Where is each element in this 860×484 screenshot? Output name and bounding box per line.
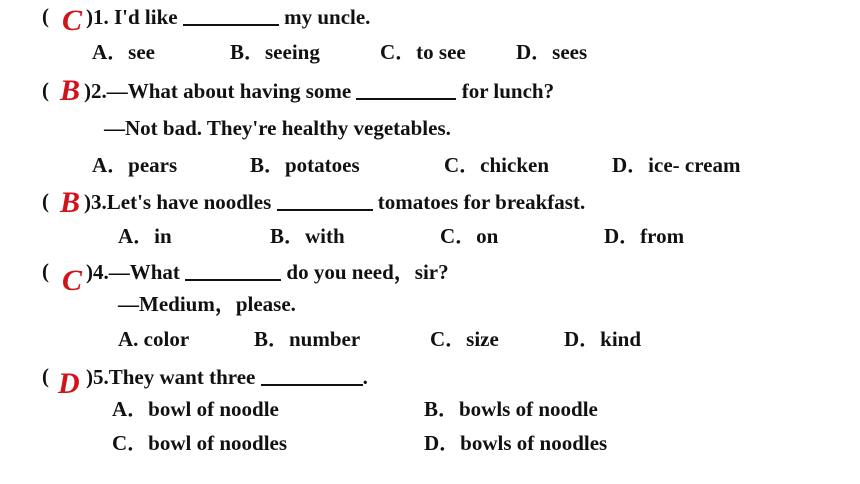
question-4-stem — [86, 259, 449, 284]
question-4-option-a[interactable]: A. color — [118, 327, 190, 351]
open-paren: ( — [42, 78, 49, 102]
question-2-response: —Not bad. They're healthy vegetables. — [104, 116, 451, 140]
question-1-option-c[interactable]: C．to see — [380, 40, 466, 64]
question-1-text-after: my uncle. — [284, 5, 371, 29]
question-3-text-before: )3.Let's have noodles — [84, 190, 272, 214]
question-5-blank[interactable] — [261, 364, 363, 386]
question-2-option-d[interactable]: D．ice- cream — [612, 153, 741, 177]
answer-4: C — [62, 264, 83, 297]
question-2-option-b[interactable]: B．potatoes — [250, 153, 360, 177]
answer-3: B — [60, 186, 81, 219]
question-4-option-c[interactable]: C．size — [430, 327, 499, 351]
answer-5: D — [58, 367, 80, 400]
question-3-blank[interactable] — [277, 189, 373, 211]
question-2-blank[interactable] — [356, 78, 456, 100]
question-5-stem — [86, 364, 368, 389]
question-3-option-c[interactable]: C．on — [440, 224, 499, 248]
question-2-option-c[interactable]: C．chicken — [444, 153, 549, 177]
question-5-option-c[interactable]: C．bowl of noodles — [112, 431, 288, 455]
open-paren: ( — [42, 364, 49, 388]
question-3-stem — [84, 189, 585, 214]
open-paren: ( — [42, 4, 49, 28]
question-3-option-d[interactable]: D．from — [604, 224, 685, 248]
question-4-text-after: do you need，sir? — [286, 260, 449, 284]
question-2-text-before: )2.—What about having some — [84, 79, 352, 103]
answer-1: C — [62, 4, 83, 37]
question-1-stem — [86, 4, 370, 29]
open-paren: ( — [42, 189, 49, 213]
question-4-text-before: )4.—What — [86, 260, 180, 284]
question-5-text-after: . — [362, 365, 368, 389]
question-2-text-after: for lunch? — [461, 79, 555, 103]
question-2-stem — [84, 78, 554, 103]
open-paren: ( — [42, 259, 49, 283]
question-2-option-a[interactable]: A．pears — [92, 153, 178, 177]
question-5-option-a[interactable]: A．bowl of noodle — [112, 397, 279, 421]
question-1-blank[interactable] — [183, 4, 279, 26]
answer-2: B — [60, 74, 81, 107]
question-5-option-b[interactable]: B．bowls of noodle — [424, 397, 598, 421]
question-3-option-b[interactable]: B．with — [270, 224, 345, 248]
question-1-text-before: )1. I'd like — [86, 5, 178, 29]
question-4-blank[interactable] — [185, 259, 281, 281]
question-5-text-before: )5.They want three — [86, 365, 256, 389]
question-3-option-a[interactable]: A．in — [118, 224, 172, 248]
question-1-option-a[interactable]: A．see — [92, 40, 155, 64]
question-4-response: —Medium，please. — [118, 292, 296, 316]
question-3-text-after: tomatoes for breakfast. — [377, 190, 586, 214]
question-1-option-d[interactable]: D．sees — [516, 40, 588, 64]
question-4-option-b[interactable]: B．number — [254, 327, 361, 351]
question-4-option-d[interactable]: D．kind — [564, 327, 642, 351]
question-1-option-b[interactable]: B．seeing — [230, 40, 320, 64]
question-5-option-d[interactable]: D．bowls of noodles — [424, 431, 608, 455]
